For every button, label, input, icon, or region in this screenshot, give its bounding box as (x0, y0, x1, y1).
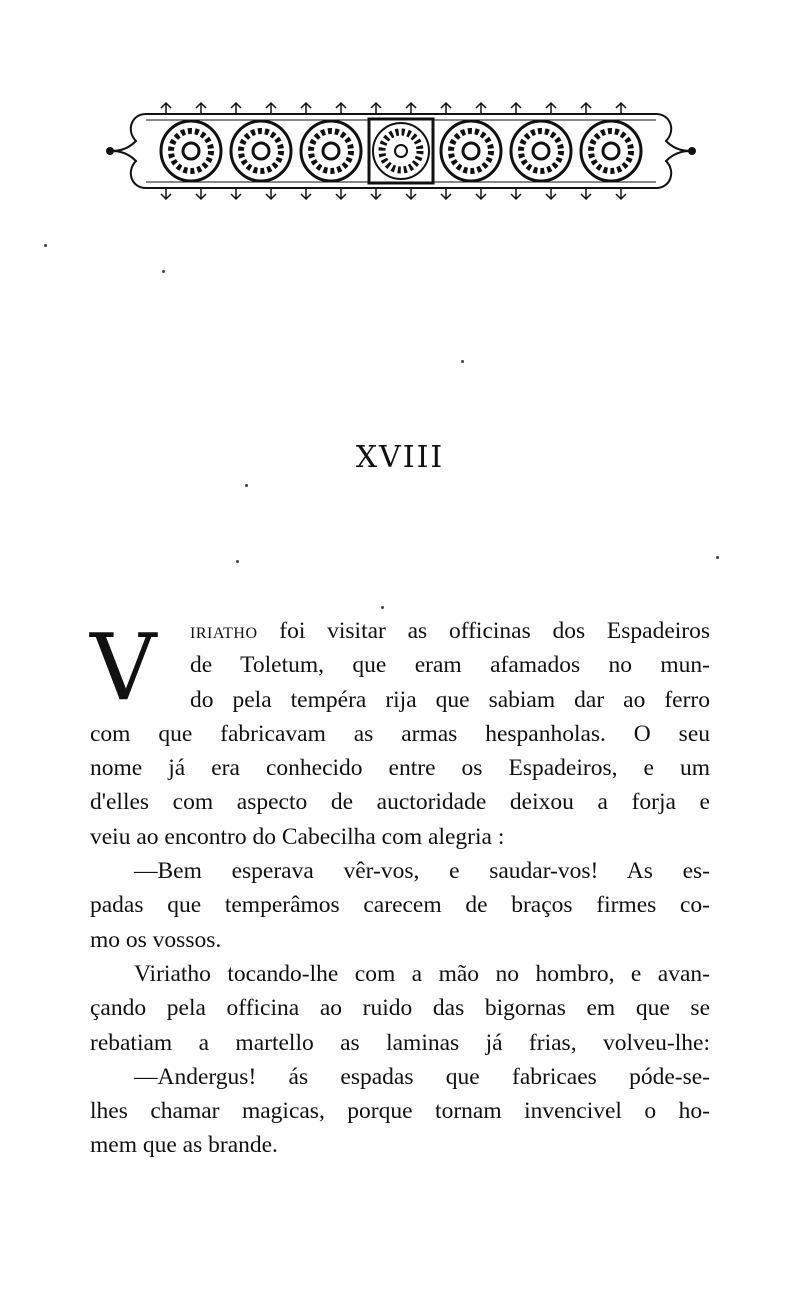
print-speck (716, 556, 719, 559)
text-line: çando pela officina ao ruido das bigornas em que se (90, 995, 710, 1022)
print-speck (236, 560, 239, 563)
text-line: —Bem esperava vêr-vos, e saudar-vos! As es- (134, 858, 710, 885)
text-line: Viriatho tocando-lhe com a mão no hombro, e avan- (134, 960, 710, 987)
chapter-number: XVIII (355, 440, 445, 475)
print-speck (162, 270, 165, 273)
text-line: mo os vossos. (90, 926, 222, 953)
print-speck (245, 484, 248, 487)
chapter-body (90, 614, 710, 1163)
text-line: veiu ao encontro do Cabecilha com alegria : (90, 823, 505, 850)
text-line: com que fabricavam as armas hespanholas. O seu (90, 720, 710, 747)
text-line: d'elles com aspecto de auctoridade deixou a forja e (90, 789, 710, 816)
text-line: de Toletum, que eram afamados no mun- (190, 652, 710, 679)
text-line: padas que temperâmos carecem de braços firmes co- (90, 892, 710, 919)
print-speck (461, 360, 464, 363)
print-speck (381, 606, 384, 609)
text-line: lhes chamar magicas, porque tornam invencivel o ho- (90, 1098, 710, 1125)
text-line (190, 614, 710, 648)
text-line: nome já era conhecido entre os Espadeiros, e um (90, 755, 710, 782)
text-line: rebatiam a martello as laminas já frias, volveu-lhe: (90, 1029, 710, 1056)
print-speck (44, 244, 47, 247)
first-word-rest: iriatho (190, 618, 258, 644)
line-text: foi visitar as officinas dos Espadeiros (279, 618, 711, 644)
text-line: mem que as brande. (90, 1132, 278, 1159)
text-line: do pela tempéra rija que sabiam dar ao ferro (190, 686, 710, 713)
text-line: —Andergus! ás espadas que fabricaes póde-se- (134, 1063, 710, 1090)
drop-cap: V (90, 614, 157, 721)
rosette-band-icon (106, 96, 696, 206)
